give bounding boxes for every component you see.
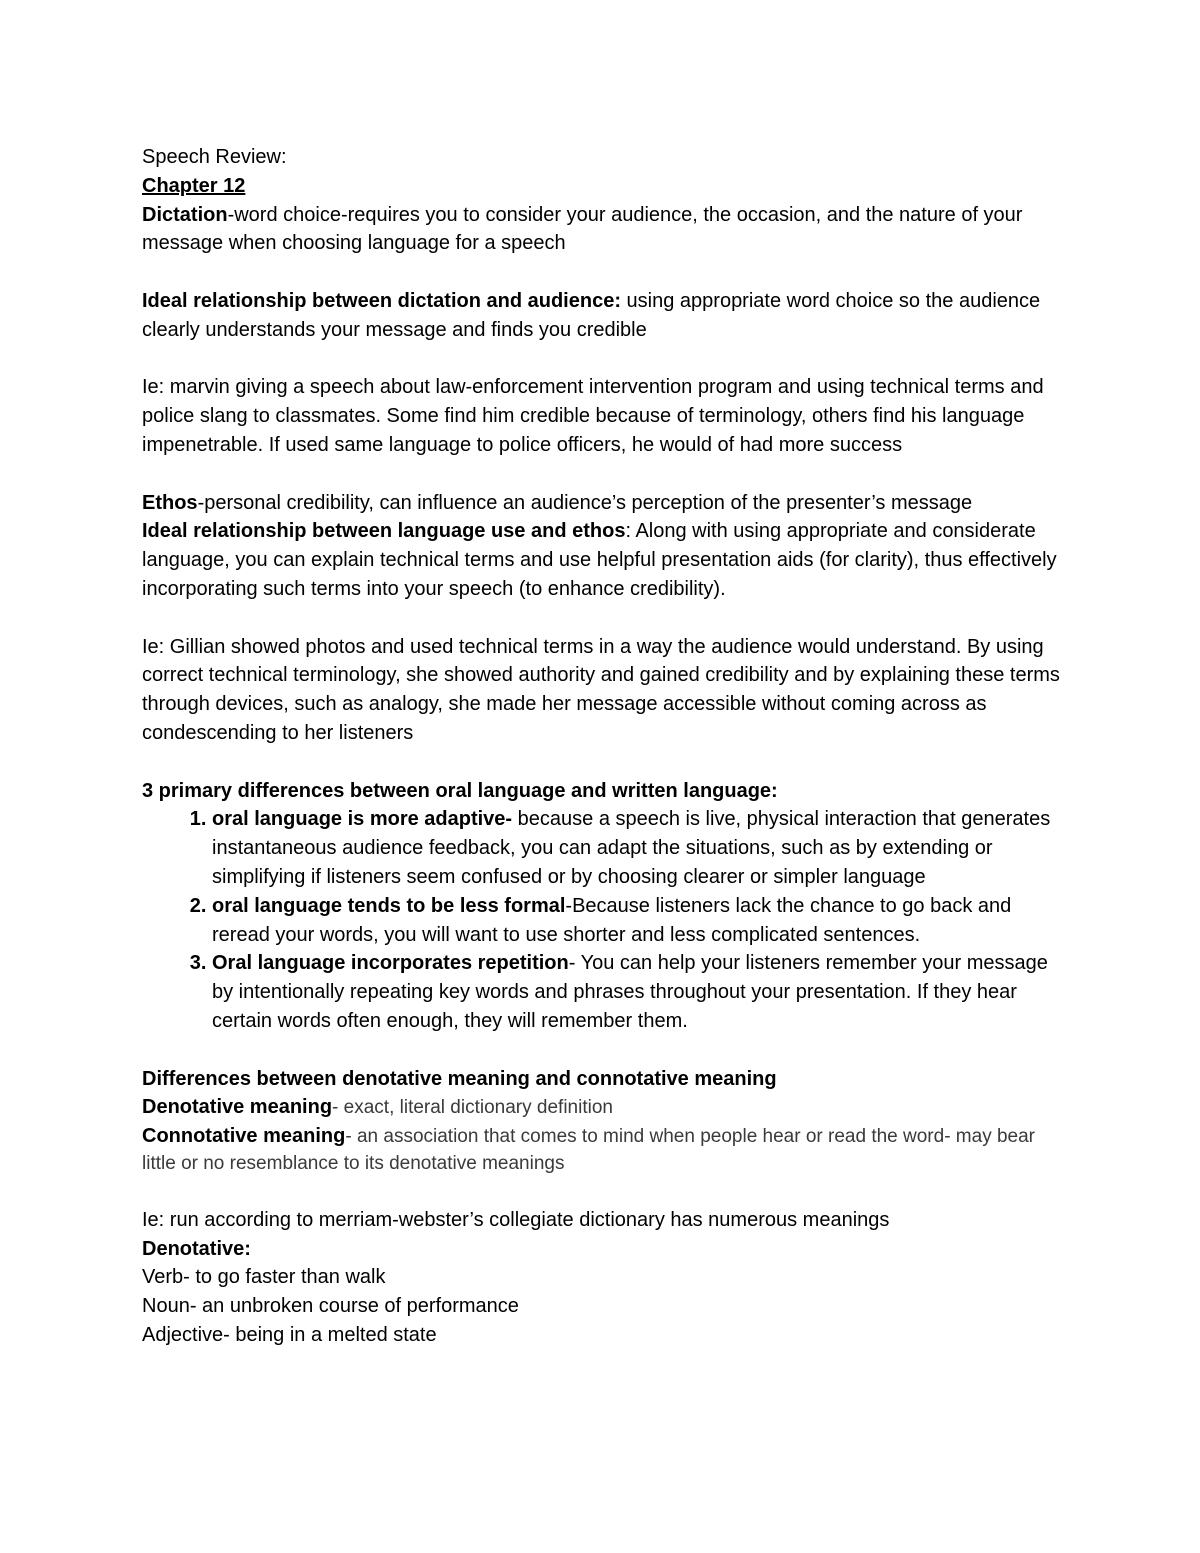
difference-text: -Because listeners lack the chance to go back and reread your words, you will want to use shorter and less complicated sentences.	[212, 894, 1012, 946]
difference-text: - You can help your listeners remember your message by intentionally repeating key words and phrases throughout your presentation. If they hear certain words often enough, they will remember them.	[212, 952, 1048, 1032]
differences-heading: 3 primary differences between oral language and written language:	[142, 779, 778, 802]
difference-text: because a speech is live, physical interaction that generates instantaneous audience feedback, you can adapt the situations, such as by extending or simplifying if listeners seem confused or by choosing clearer or simpler language	[212, 808, 1051, 888]
document-page	[142, 143, 1062, 1350]
denotative-term: Denotative meaning	[142, 1096, 333, 1119]
noun-definition: Noun- an unbroken course of performance	[142, 1295, 519, 1318]
meaning-heading: Differences between denotative meaning and connotative meaning	[142, 1067, 777, 1090]
difference-term: oral language is more adaptive-	[212, 808, 513, 831]
list-item	[212, 892, 1062, 950]
ideal-dictation-text: using appropriate word choice so the audience clearly understands your message and finds you credible	[142, 289, 1041, 341]
dictation-paragraph	[142, 201, 1062, 259]
ideal-dictation-paragraph	[142, 287, 1062, 345]
dictation-term: Dictation	[142, 203, 228, 226]
example-gillian: Ie: Gillian showed photos and used technical terms in a way the audience would understand. By using correct technical terminology, she showed authority and gained credibility and by explaining these terms through devices, such as analogy, she made her message accessible without coming across as condescending to her listeners	[142, 635, 1060, 744]
difference-term: Oral language incorporates repetition	[212, 952, 569, 975]
example-marvin: Ie: marvin giving a speech about law-enforcement intervention program and using technical terms and police slang to classmates. Some find him credible because of terminology, others find his language impenetrable. If used same language to police officers, he would of had more success	[142, 376, 1044, 456]
denotative-text: - exact, literal dictionary definition	[332, 1097, 613, 1119]
ideal-ethos-paragraph	[142, 517, 1062, 603]
ethos-term: Ethos	[142, 491, 198, 514]
example-run: Ie: run according to merriam-webster’s collegiate dictionary has numerous meanings	[142, 1208, 890, 1231]
connotative-paragraph	[142, 1123, 1062, 1177]
ethos-text: -personal credibility, can influence an audience’s perception of the presenter’s message	[197, 491, 973, 514]
adjective-definition: Adjective- being in a melted state	[142, 1324, 437, 1347]
denotative-paragraph	[142, 1093, 1062, 1123]
ideal-dictation-term: Ideal relationship between dictation and audience:	[142, 289, 621, 312]
verb-definition: Verb- to go faster than walk	[142, 1266, 386, 1289]
list-item	[212, 805, 1062, 891]
ideal-ethos-text: : Along with using appropriate and considerate language, you can explain technical terms and use helpful presentation aids (for clarity), thus effectively incorporating such terms into your speech (to enhance credibility).	[142, 520, 1057, 600]
differences-list	[142, 805, 1062, 1035]
list-item	[212, 949, 1062, 1035]
ethos-paragraph	[142, 489, 1062, 518]
denotative-label: Denotative:	[142, 1237, 251, 1260]
ideal-ethos-term: Ideal relationship between language use and ethos	[142, 520, 626, 543]
connotative-text: - an association that comes to mind when people hear or read the word- may bear little or no resemblance to its denotative meanings	[142, 1126, 1036, 1175]
chapter-heading: Chapter 12	[142, 174, 246, 197]
doc-title: Speech Review:	[142, 146, 287, 168]
dictation-text: -word choice-requires you to consider your audience, the occasion, and the nature of your message when choosing language for a speech	[142, 203, 1023, 255]
connotative-term: Connotative meaning	[142, 1125, 346, 1148]
difference-term: oral language tends to be less formal	[212, 894, 566, 917]
